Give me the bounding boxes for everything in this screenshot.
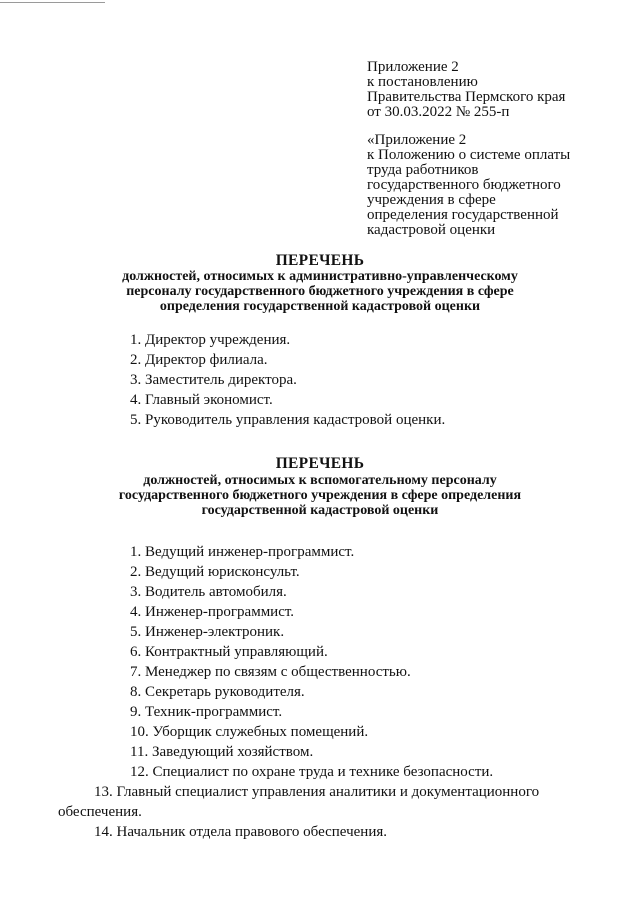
subtitle-line: государственного бюджетного учреждения в сфере определения — [118, 488, 522, 503]
appendix-line: от 30.03.2022 № 255-п — [367, 104, 510, 120]
list-item: 2. Директор филиала. — [130, 352, 268, 368]
subtitle-line: должностей, относимых к административно-управленческому — [122, 269, 518, 284]
list-item: 12. Специалист по охране труда и технике безопасности. — [130, 764, 494, 780]
appendix-line: Приложение 2 — [367, 59, 459, 75]
appendix-inner-line: «Приложение 2 — [367, 132, 467, 148]
list-item: 2. Ведущий юрисконсульт. — [130, 564, 300, 580]
appendix-inner-line: государственного бюджетного — [367, 177, 561, 193]
appendix-inner-line: кадастровой оценки — [367, 222, 496, 238]
appendix-line: Правительства Пермского края — [367, 89, 566, 105]
section1-subtitle — [60, 269, 580, 314]
list-item: 10. Уборщик служебных помещений. — [130, 724, 369, 740]
list-item: 4. Главный экономист. — [130, 392, 273, 408]
section1-title: ПЕРЕЧЕНЬ — [275, 252, 365, 269]
list-item: 13. Главный специалист управления аналитики и документационного обеспечения. — [58, 784, 540, 820]
appendix-inner-line: труда работников — [367, 162, 479, 178]
list-item: 1. Ведущий инженер-программист. — [130, 544, 355, 560]
appendix-header — [367, 60, 627, 238]
scan-top-line — [0, 2, 105, 3]
list-item: 9. Техник-программист. — [130, 704, 283, 720]
list-item: 5. Инженер-электроник. — [130, 624, 285, 640]
section2-list — [94, 542, 614, 782]
list-item: 3. Заместитель директора. — [130, 372, 297, 388]
subtitle-line: государственной кадастровой оценки — [201, 503, 439, 518]
list-item: 3. Водитель автомобиля. — [130, 584, 287, 600]
subtitle-line: должностей, относимых к вспомогательному персоналу — [143, 473, 497, 488]
list-item: 8. Секретарь руководителя. — [130, 684, 305, 700]
subtitle-line: определения государственной кадастровой оценки — [159, 299, 481, 314]
appendix-inner-line: к Положению о системе оплаты — [367, 147, 571, 163]
list-item: 11. Заведующий хозяйством. — [130, 744, 314, 760]
list-item: 1. Директор учреждения. — [130, 332, 291, 348]
section1-list — [94, 330, 614, 430]
list-item: 7. Менеджер по связям с общественностью. — [130, 664, 411, 680]
list-item: 6. Контрактный управляющий. — [130, 644, 328, 660]
list-item: 5. Руководитель управления кадастровой оценки. — [130, 412, 446, 428]
section2-list-wrapped — [58, 782, 608, 842]
appendix-inner-line: учреждения в сфере — [367, 192, 496, 208]
appendix-inner-line: определения государственной — [367, 207, 559, 223]
list-item: 4. Инженер-программист. — [130, 604, 295, 620]
section2-title: ПЕРЕЧЕНЬ — [275, 455, 365, 472]
subtitle-line: персоналу государственного бюджетного учреждения в сфере — [126, 284, 514, 299]
list-item: 14. Начальник отдела правового обеспечения. — [94, 824, 387, 840]
section2-subtitle — [60, 473, 580, 518]
appendix-line: к постановлению — [367, 74, 478, 90]
